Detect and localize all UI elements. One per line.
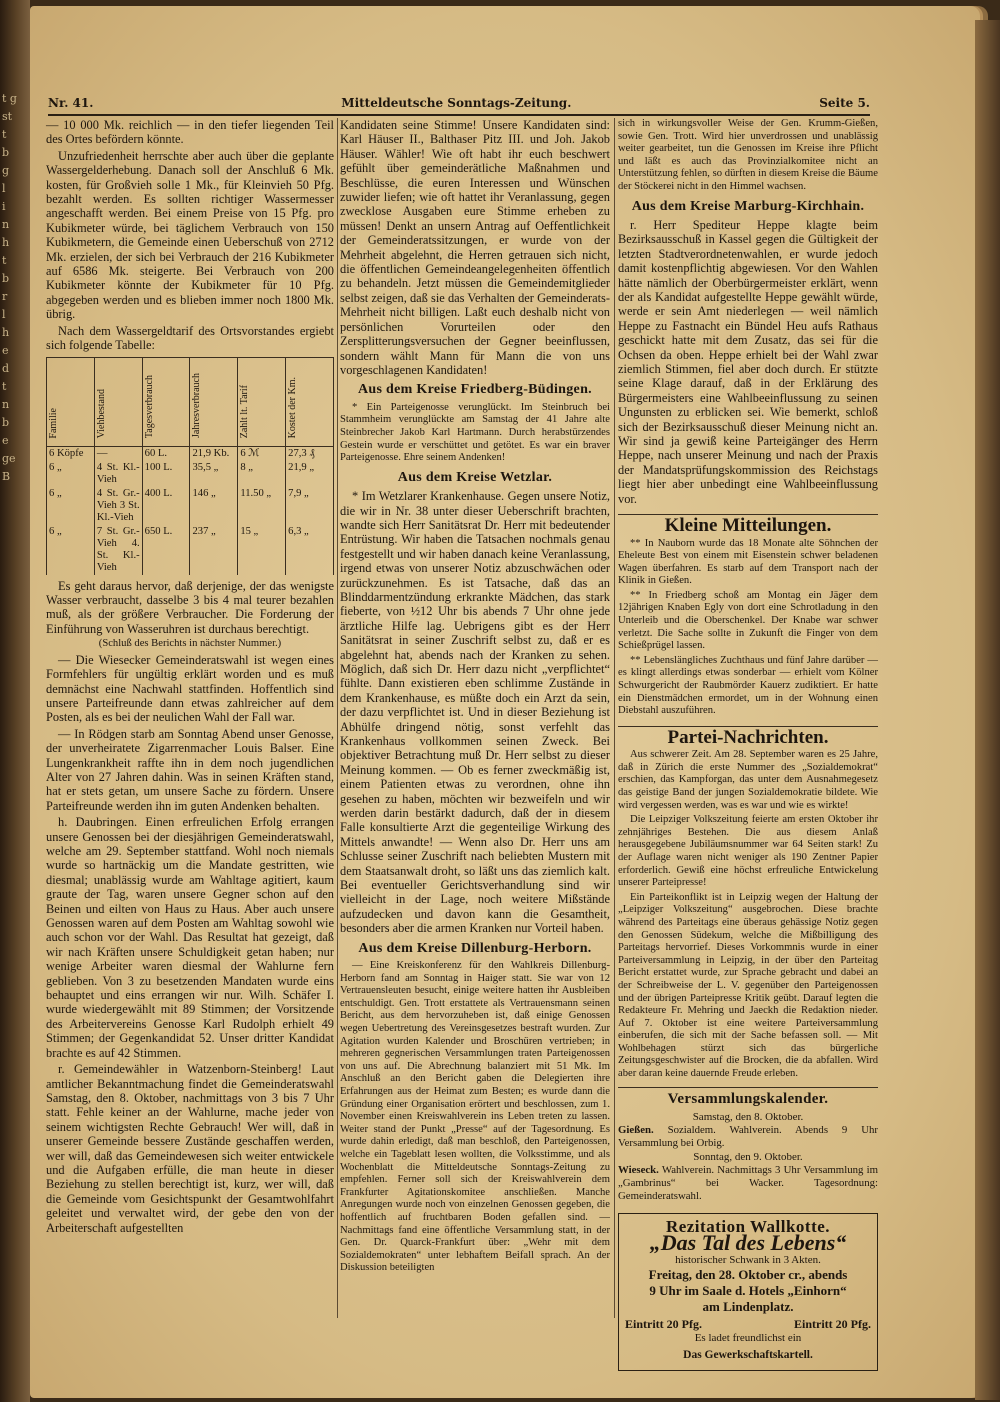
table-row	[47, 487, 334, 525]
article-paragraph: * Ein Parteigenosse verunglückt. Im Steinbruch bei Stammheim verunglückte am Samstag der 41 Jahre alte Steinbrecher Jakob Karl Hartmann. Durch herabstürzendes Gestein wurde er verschüttet und getötet. Es war ein braver Parteigenosse. Ehre seinem Andenken!	[340, 401, 610, 464]
page-header	[48, 92, 870, 116]
table-cell: 6 Köpfe	[47, 446, 95, 461]
table-cell: 6,3 „	[286, 525, 334, 575]
table-cell: 27,3 ₰	[286, 446, 334, 461]
table-header-cell: Jahresverbrauch	[190, 357, 238, 446]
calendar-day: Samstag, den 8. Oktober.	[692, 1111, 804, 1124]
article-paragraph: Nach dem Wassergeldtarif des Ortsvorstandes ergiebt sich folgende Tabelle:	[46, 323, 334, 353]
article-paragraph: Ein Parteikonflikt ist in Leipzig wegen der Haltung der „Leipziger Volkszeitung“ ausgebrochen. Diese brachte während des Parteitags eine überaus gehässige Notiz gegen den Genossen Südekum, welche die Mißbilligung des Parteitags hervorrief. Dieses Vorkommnis wurde in einer Parteiversammlung in Leipzig, in der über den Parteitag Bericht erstattet wurde, zur Sprache gebracht und dabei an der Schreibweise der L. V. gegenüber den Parteigenossen und der übrigen Parteipresse Kritik geübt. Darauf legten die Redakteure Fr. Mehring und Jaeckh die Redaktion nieder. Auf 7. Oktober ist eine weitere Parteiversammlung einberufen, die sich mit der Sache befassen soll. — Mit Wohlbehagen stürzt sich das bürgerliche Zeitungsgeschwister auf die Brocken, die da abfallen. Wird aber daran keine dauernde Freude erleben.	[618, 891, 878, 1080]
ad-organizer: Das Gewerkschaftskartell.	[683, 1348, 813, 1361]
article-paragraph: sich in wirkungsvoller Weise der Gen. Krumm-Gießen, sowie Gen. Trott. Wird hier unverdrossen und unablässig weiter gearbeitet, tun die Genossen im Kreise ihre Pflicht und läßt es auch das Provinzialkomitee nicht an Unterstützung fehlen, so dürften in diesem Kreise die Bäume der Stöckerei nicht in den Himmel wachsen.	[618, 118, 878, 192]
article-paragraph: * Im Wetzlarer Krankenhause. Gegen unsere Notiz, die wir in Nr. 38 unter dieser Ueberschrift brachten, wandte sich Herr Sanitätsrat Dr. Herr mit bedeutender Entrüstung. Wir haben die Tatsachen nochmals genau festgestellt und wir haben danach keine Veranlassung, irgend etwas von unserer Notiz abzuschwächen oder zurückzunehmen. Es ist Tatsache, daß das an Blinddarmentzündung erkrankte Mädchen, das stark fieberte, von ½12 Uhr bis abends 7 Uhr ohne jede ärztliche Hilfe lag. Uebrigens gibt es der Herr Sanitätsrat in seiner Zuschrift selbst zu, daß er es abgelehnt hat, abends nach der Kranken zu sehen. Möglich, daß sich Dr. Herr dazu nicht „verpflichtet“ fühlte. Dann existieren eben schlimme Zustände in dem Krankenhause, es müßte doch ein Arzt da sein, der dazu verpflichtet ist. Und in dieser Beziehung ist Abhülfe dringend nötig, sonst verfehlt das Krankenhaus vollkommen seinen Zweck. Bei objektiver Betrachtung muß Dr. Herr selbst zu dieser Meinung kommen. — Ob es ferner zweckmäßig ist, einem Patienten etwas zu verordnen, ohne ihn gesehen zu haben, möchten wir bezweifeln und wir werden darin bestärkt dadurch, daß der in diesem Falle konsultierte Arzt die gegenteilige Wirkung des Mittels anwandte! — Wenn also Dr. Herr uns am Schlusse seiner Zuschrift nach beliebten Mustern mit dem Staatsanwalt droht, so läßt uns das ziemlich kalt. Bei eventueller Gerichtsverhandlung sind wir vielleicht in der Lage, noch weitere Mißstände aufzudecken und davon kann die Gesamtheit, besonders aber die armen Kranken nur Vorteil haben.	[340, 489, 610, 936]
article-paragraph: h. Daubringen. Einen erfreulichen Erfolg errangen unsere Genossen bei der diesjährigen Gemeinderatswahl, welche am 29. September stattfand. Wohl noch niemals wurde so hartnäckig um die Mandate gestritten, wie diesmal; unablässig wurde am Wahltage agitiert, kaum graute der Tag, waren unsere Gegner schon auf den Beinen und eilten von Haus zu Haus. Aber auch unsere Genossen waren auf dem Posten am Wahltag sowohl wie auch schon vor der Wahl. Das Resultat hat gezeigt, daß wir nach Kräften unsere Schuldigkeit getan haben; nur wenige Arbeiter waren diesmal der Wahlurne fern geblieben. Von 3 zu besetzenden Mandaten wurde eins behauptet und eins errangen wir nur. Wilh. Schäfer I. wurde wiedergewählt mit 89 Stimmen; der Vorsitzende des Arbeitervereins Genosse Karl Rudolph erhielt 49 Stimmen; der Gegenkandidat 52. Unser dritter Kandidat brachte es auf 42 Stimmen.	[46, 815, 334, 1060]
section-heading: Aus dem Kreise Wetzlar.	[397, 469, 553, 485]
table-cell: 650 L.	[142, 525, 190, 575]
calendar-place: Wieseck.	[618, 1164, 659, 1177]
table-header-cell: Kostet der Km.	[286, 357, 334, 446]
calendar-entry	[618, 1124, 878, 1150]
article-paragraph: ** Lebenslängliches Zuchthaus und fünf Jahre darüber — es klingt allerdings etwas sonderbar — erhielt vom Kölner Schwurgericht der Raubmörder Kauerz zudiktiert. Er hatte ein Dienstmädchen ermordet, um in der Wohnung einen Diebstahl auszuführen.	[618, 654, 878, 717]
table-cell: 15 „	[238, 525, 286, 575]
ad-invitation: Es ladet freundlichst ein	[694, 1332, 802, 1345]
table-cell: 11.50 „	[238, 487, 286, 525]
article-paragraph: Unzufriedenheit herrschte aber auch über die geplante Wassergelderhebung. Danach soll der Anschluß 6 Mk. kosten, für Großvieh solle 1 Mk., für Kleinvieh 50 Pfg. bezahlt werden. Es sollten richtiger Wassermesser angeschafft werden. Bei einem Preise von 15 Pfg. pro Kubikmeter würde, bei täglichem Verbrauch von 150 Kubikmetern, die Gemeinde einen Ueberschuß von 2712 Mk. erzielen, der sich bei Verbrauch der 216 Kubikmeter auf 6586 Mk. steigerte. Bei Verbrauch von 200 Kubikmeter könnte der Kubikmeter für 10 Pfg. abgegeben werden und es blieben immer noch 1800 Mk. übrig.	[46, 148, 334, 322]
article-paragraph: ** In Friedberg schoß am Montag ein Jäger dem 12jährigen Knaben Egly von dort eine Schrotladung in den Unterleib und die Oberschenkel. Der Knabe war schwer verletzt. Die Sache sollte in Zukunft die Finger von dem Schießprügel lassen.	[618, 589, 878, 652]
table-header-cell: Tagesverbrauch	[142, 357, 190, 446]
ad-title: Rezitation Wallkotte.	[665, 1216, 831, 1236]
section-heading: Kleine Mitteilungen.	[618, 514, 878, 533]
column-3	[618, 118, 878, 1361]
article-paragraph: r. Herr Spediteur Heppe klagte beim Bezirksausschuß in Kassel gegen die Gültigkeit der letzten Stadtverordnetenwahlen, er wurde jedoch damit kostenpflichtig abgewiesen. Vor den Wahlen hätte nämlich der Oberbürgermeister erklärt, wenn der als Kandidat aufgestellte Heppe gewählt würde, werde er sein Amt niederlegen — weil nämlich Heppe zu Fastnacht ein Bündel Heu aufs Rathaus geschickt hatte mit dem Zusatz, das sei für die Ochsen da oben. Heppe erhielt bei der Wahl zwar ziemlich Stimmen, fiel aber doch durch. Er stützte seine Klage darauf, daß in der Erklärung des Bürgermeisters eine Wahlbeeinflussung zu seinen Ungunsten zu erblicken sei. Wie bemerkt, schloß sich der Bezirksausschuß dieser Meinung nicht an. Wir sind ja gewiß keine Parteigänger des Herrn Heppe, nach unserer Meinung und nach der Praxis der Mandatsprüfungskommission des Reichstags liegt hier aber unbedingt eine Wahlbeeinflussung vor.	[618, 217, 878, 506]
article-paragraph: — Die Wiesecker Gemeinderatswahl ist wegen eines Formfehlers für ungültig erklärt worden und es muß demnächst eine Nachwahl stattfinden. Hoffentlich sind unsere Parteifreunde dann etwas zahlreicher auf dem Posten, als es bei der neulichen Wahl der Fall war.	[46, 652, 334, 725]
table-cell: —	[94, 446, 142, 461]
table-row	[47, 525, 334, 575]
article-paragraph: r. Gemeindewähler in Watzenborn-Steinberg! Laut amtlicher Bekanntmachung findet die Gemeinderatswahl Samstag, den 8. Oktober, nachmittags von 3 bis 7 Uhr statt. Fehle keiner an der Wahlurne, mache jeder von seinem wichtigsten Rechte Gebrauch! Wer will, daß in unserer Gemeinde bessere Zustände geschaffen werden, wer will, daß das Gemeindewesen sich weiter entwickele und die Aufgaben erfülle, die man heute in dieser Beziehung zu stellen berechtigt ist, kurz, wer will, daß die Gemeinde vom Gesichtspunkt der Gesamtwohlfahrt geleitet und verwaltet wird, der gebe den von der Arbeiterschaft aufgestellten	[46, 1062, 334, 1235]
issue-number: Nr. 41.	[48, 96, 94, 110]
calendar-text: Wahlverein. Nachmittags 3 Uhr Versammlung im „Gambrinus“ bei Wacker. Tagesordnung: Gemeinderatswahl.	[618, 1164, 878, 1203]
table-cell: 7,9 „	[286, 487, 334, 525]
ad-venue: 9 Uhr im Saale d. Hotels „Einhorn“	[649, 1283, 847, 1299]
article-paragraph: Aus schwerer Zeit. Am 28. September waren es 25 Jahre, daß in Zürich die erste Nummer des „Sozialdemokrat“ erschien, das Kampforgan, das unter dem Ausnahmegesetz das geistige Band der jungen Sozialdemokratie bildete. Wie wird vergessen werden, was es war und wie es wirkte!	[618, 749, 878, 811]
column-1	[46, 118, 334, 1318]
article-paragraph: — 10 000 Mk. reichlich — in den tiefer liegenden Teil des Ortes befördern könnte.	[46, 118, 334, 147]
table-cell: 8 „	[238, 461, 286, 487]
table-cell: 400 L.	[142, 487, 190, 525]
table-cell: 146 „	[190, 487, 238, 525]
column-rule	[614, 118, 615, 1318]
water-tariff-table	[46, 357, 334, 575]
article-paragraph: ** In Nauborn wurde das 18 Monate alte Söhnchen der Eheleute Best von einem mit Eisenstein schwer beladenen Wagen überfahren. Es starb auf dem Transport nach der Klinik in Gießen.	[618, 537, 878, 587]
calendar-entry	[618, 1164, 878, 1202]
table-cell: 35,5 „	[190, 461, 238, 487]
table-cell: 6 „	[47, 525, 95, 575]
calendar-day: Sonntag, den 9. Oktober.	[693, 1151, 803, 1164]
table-cell: 21,9 Kb.	[190, 446, 238, 461]
advertisement-box	[618, 1213, 878, 1371]
page-edge	[975, 20, 1000, 1400]
table-cell: 6 „	[47, 461, 95, 487]
ad-play-title: „Das Tal des Lebens“	[649, 1230, 847, 1256]
section-heading: Versammlungskalender.	[618, 1087, 878, 1106]
section-heading: Aus dem Kreise Marburg-Kirchhain.	[631, 198, 865, 214]
newspaper-title: Mitteldeutsche Sonntags-Zeitung.	[341, 96, 572, 110]
article-paragraph: — In Rödgen starb am Sonntag Abend unser Genosse, der unverheiratete Zigarrenmacher Louis Balser. Eine Lungenkrankheit raffte ihn in dem noch jugendlichen Alter von 27 Jahren dahin. Was in seinen Kräften stand, hat er stets getan, um unsere Sache zu fördern. Unsere Parteifreunde werden ihn im guten Andenken behalten.	[46, 726, 334, 813]
section-heading: Partei-Nachrichten.	[618, 726, 878, 745]
table-cell: 4 St. Gr.-Vieh 3 St. Kl.-Vieh	[94, 487, 142, 525]
calendar-place: Gießen.	[618, 1124, 654, 1137]
ad-date: Freitag, den 28. Oktober cr., abends	[648, 1267, 848, 1283]
ad-entry-left: Eintritt 20 Pfg.	[625, 1317, 702, 1332]
column-rule	[337, 118, 338, 1318]
table-header-cell: Familie	[47, 357, 95, 446]
table-cell: 237 „	[190, 525, 238, 575]
ad-location: am Lindenplatz.	[702, 1299, 794, 1315]
article-paragraph: Kandidaten seine Stimme! Unsere Kandidaten sind: Karl Häuser II., Balthaser Pitz III. und Joh. Jakob Häuser. Wähler! Wie oft habt ihr euch beschwert gefühlt über gemeinderätliche Maßnahmen und Beschlüsse, die euren Interessen und Wünschen zuwider liefen; wie oft hattet ihr Veranlassung, gegen zwecklose Ausgaben eure Stimme erheben zu müssen! Denkt an unsern Antrag auf Oeffentlichkeit der Gemeinderatssitzungen, er wurde von der Mehrheit abgelehnt, die Herren getrauen sich nicht, die öffentlichen Gemeindeangelegenheiten öffentlich zu behandeln. Jetzt müssen die Gemeindemitglieder selbst zeigen, daß sie das Verhalten der Gemeinderats-Mehrheit nicht billigen. Laßt euch deshalb nicht von persönlichen Vorurteilen oder den Zersplitterungsversuchen der Gegner beeinflussen, sondern wählt Mann für Mann die von uns vorgeschlagenen Kandidaten!	[340, 118, 610, 377]
table-header-cell: Zahlt lt. Tarif	[238, 357, 286, 446]
ad-subtitle: historischer Schwank in 3 Akten.	[675, 1253, 821, 1266]
section-heading: Aus dem Kreise Friedberg-Büdingen.	[358, 382, 592, 398]
table-cell: 4 St. Kl.-Vieh	[94, 461, 142, 487]
table-cell: 100 L.	[142, 461, 190, 487]
facing-page-edge: t g st t b g l i n h t b r l h e d t n b e ge B	[2, 92, 17, 483]
table-cell: 21,9 „	[286, 461, 334, 487]
table-cell: 6 „	[47, 487, 95, 525]
ad-entry-right: Eintritt 20 Pfg.	[794, 1317, 871, 1332]
article-paragraph: Die Leipziger Volkszeitung feierte am ersten Oktober ihr zehnjähriges Bestehen. Die aus diesem Anlaß herausgegebene Jubiläumsnummer war 64 Seiten stark! Zu der Auflage waren nicht weniger als 190 Zentner Papier erforderlich. Gewiß eine höchst erfreuliche Entwickelung unserer Parteipresse!	[618, 814, 878, 889]
table-cell: 60 L.	[142, 446, 190, 461]
table-row	[47, 446, 334, 461]
ad-entry-row	[625, 1317, 871, 1331]
article-paragraph: Es geht daraus hervor, daß derjenige, der das wenigste Wasser verbraucht, dasselbe 3 bis 4 mal teurer bezahlen muß, als der größere Verbraucher. Die Forderung der Einführung von Wasseruhren ist durchaus berechtigt.	[46, 578, 334, 636]
table-header-row	[47, 357, 334, 446]
continuation-note: (Schluß des Berichts in nächster Nummer.)	[98, 638, 282, 650]
column-2	[340, 118, 610, 1318]
page-number: Seite 5.	[819, 96, 870, 110]
table-cell: 7 St. Gr.-Vieh 4. St. Kl.-Vieh	[94, 525, 142, 575]
table-row	[47, 461, 334, 487]
meeting-calendar	[618, 1110, 878, 1203]
table-header-cell: Viehbestand	[94, 357, 142, 446]
article-paragraph: — Eine Kreiskonferenz für den Wahlkreis Dillenburg-Herborn fand am Sonntag in Haiger statt. Sie war von 12 Vertrauensleuten besucht, einige weitere hatten ihr Ausbleiben entschuldigt. Gen. Trott erstattete als Vertrauensmann seinen Bericht, aus dem hervorzuheben ist, daß einige Genossen wegen Uebertretung des Vereinsgesetzes bestraft wurden. Zur Agitation wurden Kalender und Broschüren vertrieben; in mehreren gegnerischen Versammlungen traten Parteigenossen von uns auf. Die Abrechnung balanziert mit 51 Mk. Im Anschluß an den Bericht gaben die Delegierten ihre Erfahrungen aus der Heimat zum Besten; es wurde dann die Gründung einer Organisation erörtert und beschlossen, zum 1. November einen Kreiswahlverein ins Leben treten zu lassen. Weiter stand der Punkt „Presse“ auf der Tagesordnung. Es wurde dahin erledigt, daß man beschloß, den Parteigenossen, welche ein Tageblatt lesen wollten, die Volksstimme, und als Wochenblatt die Mitteldeutsche Sonntags-Zeitung zu empfehlen. Ferner soll sich der Kreiswahlverein dem Frankfurter Agitationskomitee anschließen. Manche Anregungen wurde noch von einzelnen Genossen gegeben, die hoffentlich auf fruchtbaren Boden gefallen sind. — Nachmittags fand eine öffentliche Versammlung statt, in der Gen. Dr. Quarck-Frankfurt über: „Wehr mit dem Sozialdemokraten“ unter lebhaftem Beifall sprach. An der Diskussion beteiligten	[340, 960, 610, 1274]
calendar-text: Sozialdem. Wahlverein. Abends 9 Uhr Versammlung bei Orbig.	[618, 1124, 878, 1150]
section-heading: Aus dem Kreise Dillenburg-Herborn.	[358, 940, 592, 956]
table-cell: 6 ℳ	[238, 446, 286, 461]
